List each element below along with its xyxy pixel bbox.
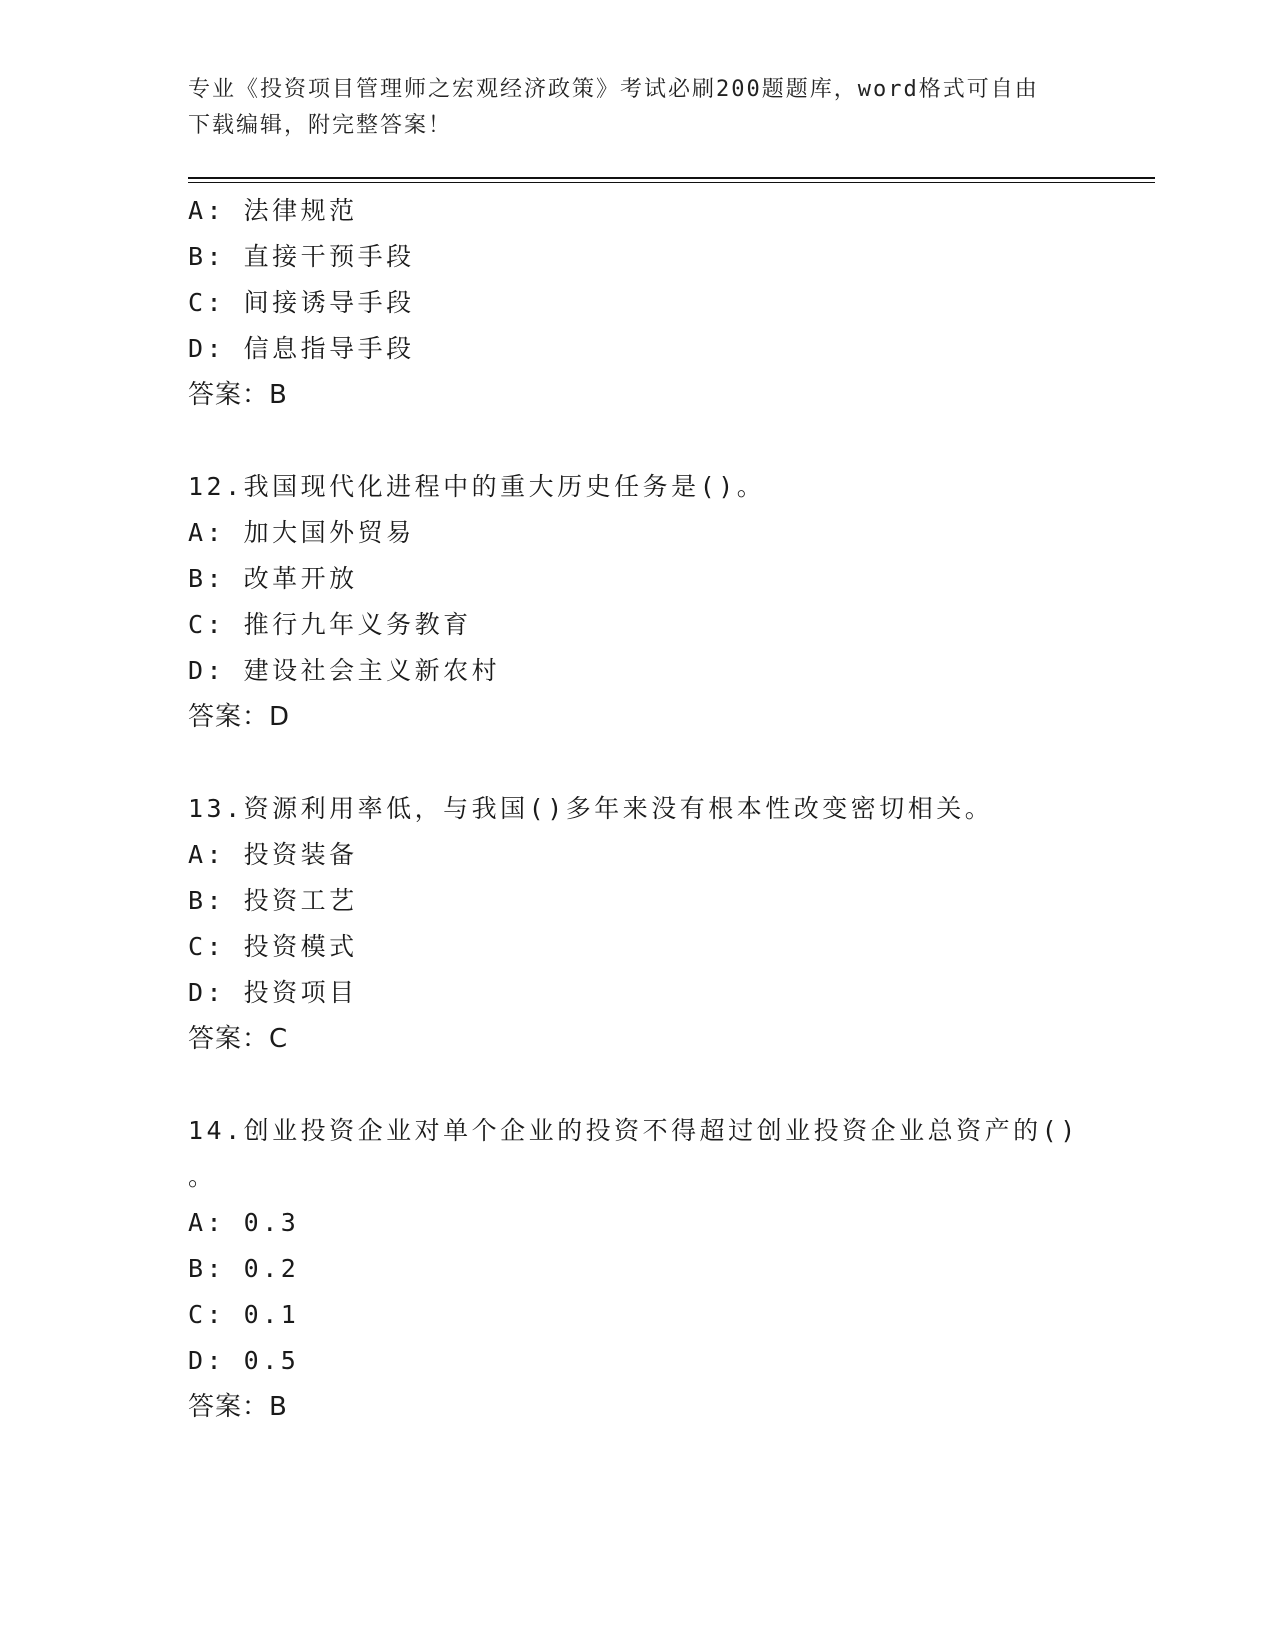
option-d: D: 投资项目 <box>188 978 358 1007</box>
question-stem-line-2: 。 <box>188 1162 217 1191</box>
question-11 <box>188 188 1155 418</box>
question-stem: 12.我国现代化进程中的重大历史任务是()。 <box>188 472 766 501</box>
answer: 答案：D <box>188 702 291 732</box>
question-stem: 13.资源利用率低，与我国()多年来没有根本性改变密切相关。 <box>188 794 994 823</box>
answer: 答案：B <box>188 1392 288 1422</box>
option-a: A: 0.3 <box>188 1208 300 1237</box>
option-a: A: 投资装备 <box>188 840 358 869</box>
answer: 答案：C <box>188 1024 289 1054</box>
question-14 <box>188 1108 1155 1430</box>
document-header <box>188 72 1068 144</box>
option-c: C: 间接诱导手段 <box>188 288 415 317</box>
option-d: D: 信息指导手段 <box>188 334 415 363</box>
question-13 <box>188 786 1155 1062</box>
option-d: D: 建设社会主义新农村 <box>188 656 501 685</box>
header-divider-thick <box>188 177 1155 179</box>
option-c: C: 推行九年义务教育 <box>188 610 472 639</box>
option-b: B: 直接干预手段 <box>188 242 415 271</box>
question-stem-line-1: 14.创业投资企业对单个企业的投资不得超过创业投资企业总资产的() <box>188 1116 1079 1145</box>
option-c: C: 0.1 <box>188 1300 300 1329</box>
spacer <box>188 740 1155 786</box>
question-12 <box>188 464 1155 740</box>
spacer <box>188 1062 1155 1108</box>
option-a: A: 加大国外贸易 <box>188 518 415 547</box>
option-b: B: 0.2 <box>188 1254 300 1283</box>
header-line-2: 下载编辑，附完整答案！ <box>188 113 453 138</box>
option-b: B: 投资工艺 <box>188 886 358 915</box>
option-c: C: 投资模式 <box>188 932 358 961</box>
header-line-1: 专业《投资项目管理师之宏观经济政策》考试必刷200题题库，word格式可自由 <box>188 77 1039 102</box>
answer: 答案：B <box>188 380 288 410</box>
question-list <box>188 188 1155 1430</box>
spacer <box>188 418 1155 464</box>
option-a: A: 法律规范 <box>188 196 358 225</box>
header-divider-thin <box>188 182 1155 183</box>
option-d: D: 0.5 <box>188 1346 300 1375</box>
option-b: B: 改革开放 <box>188 564 358 593</box>
